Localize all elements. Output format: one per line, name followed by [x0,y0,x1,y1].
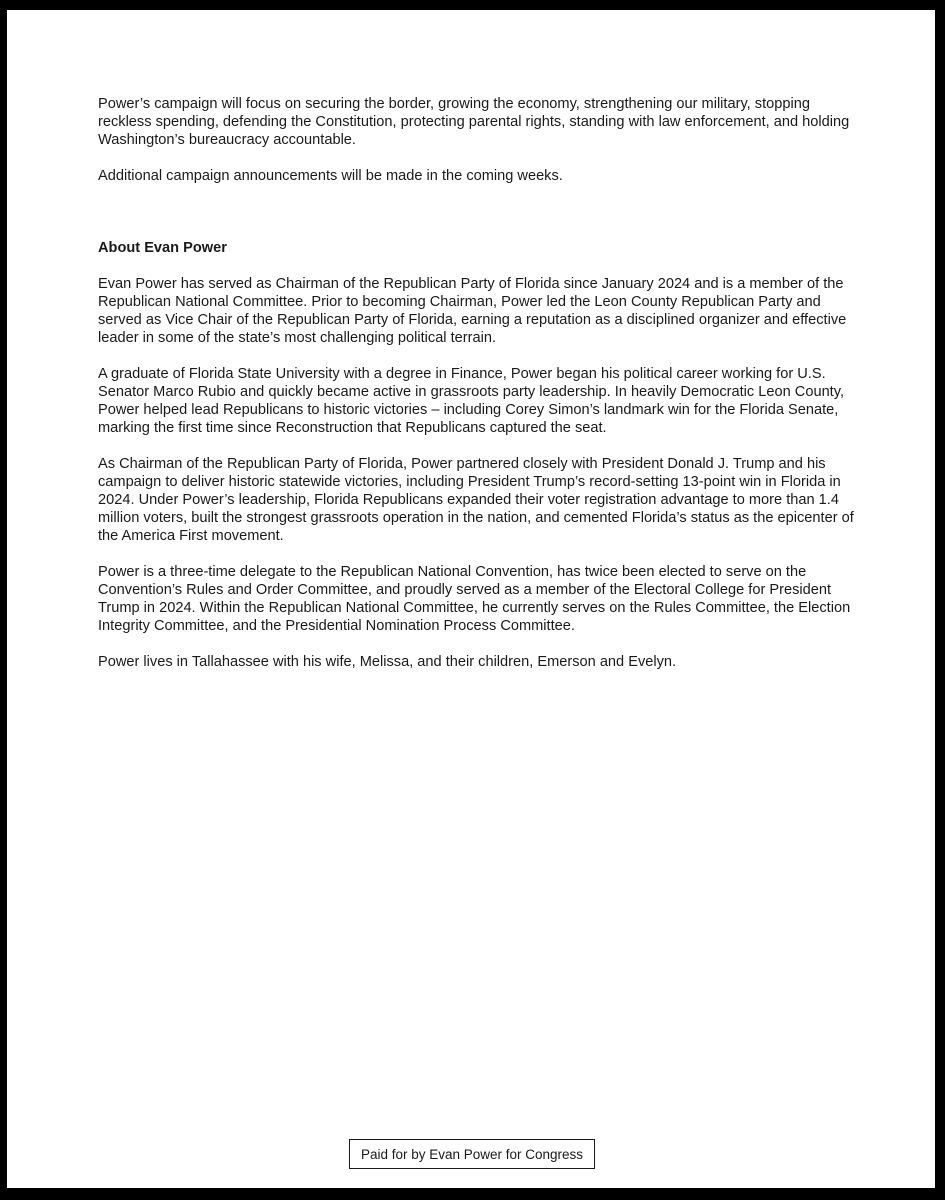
bio-paragraph-family: Power lives in Tallahassee with his wife, Melissa, and their children, Emerson and Evelyn. [98,654,677,670]
about-heading: About Evan Power [98,240,227,256]
bio-paragraph-chairman: Evan Power has served as Chairman of the Republican Party of Florida since January 2024 and is a member of the Republican National Committee. Prior to becoming Chairman, Power led the Leon County Republican Party and served as Vice Chair of the Republican Party of Florida, earning a reputation as a disciplined organizer and effective leader in some of the state’s most challenging political terrain. [98,276,847,346]
document-body [98,95,858,689]
section-spacer [98,203,858,239]
disclaimer-text: Paid for by Evan Power for Congress [360,1146,584,1162]
bio-paragraph-education: A graduate of Florida State University with a degree in Finance, Power began his political career working for U.S. Senator Marco Rubio and quickly became active in grassroots party leadership. In heavily Democratic Leon County, Power helped lead Republicans to historic victories – including Corey Simon’s landmark win for the Florida Senate, marking the first time since Reconstruction that Republicans captured the seat. [98,366,845,436]
campaign-focus-paragraph: Power’s campaign will focus on securing the border, growing the economy, strengthening our military, stopping reckless spending, defending the Constitution, protecting parental rights, standing with law enforcement, and holding Washington’s bureaucracy accountable. [98,96,850,148]
announcements-paragraph: Additional campaign announcements will be made in the coming weeks. [98,168,563,184]
document-page [7,10,935,1188]
paid-for-disclaimer [349,1139,595,1169]
bio-paragraph-convention: Power is a three-time delegate to the Republican National Convention, has twice been elected to serve on the Convention’s Rules and Order Committee, and proudly served as a member of the Electoral College for President Trump in 2024. Within the Republican National Committee, he currently serves on the Rules Committee, the Election Integrity Committee, and the Presidential Nomination Process Committee. [98,564,851,634]
bio-paragraph-trump-partnership: As Chairman of the Republican Party of Florida, Power partnered closely with President Donald J. Trump and his campaign to deliver historic statewide victories, including President Trump’s record-setting 13-point win in Florida in 2024. Under Power’s leadership, Florida Republicans expanded their voter registration advantage to more than 1.4 million voters, built the strongest grassroots operation in the nation, and cemented Florida’s status as the epicenter of the America First movement. [98,456,854,544]
